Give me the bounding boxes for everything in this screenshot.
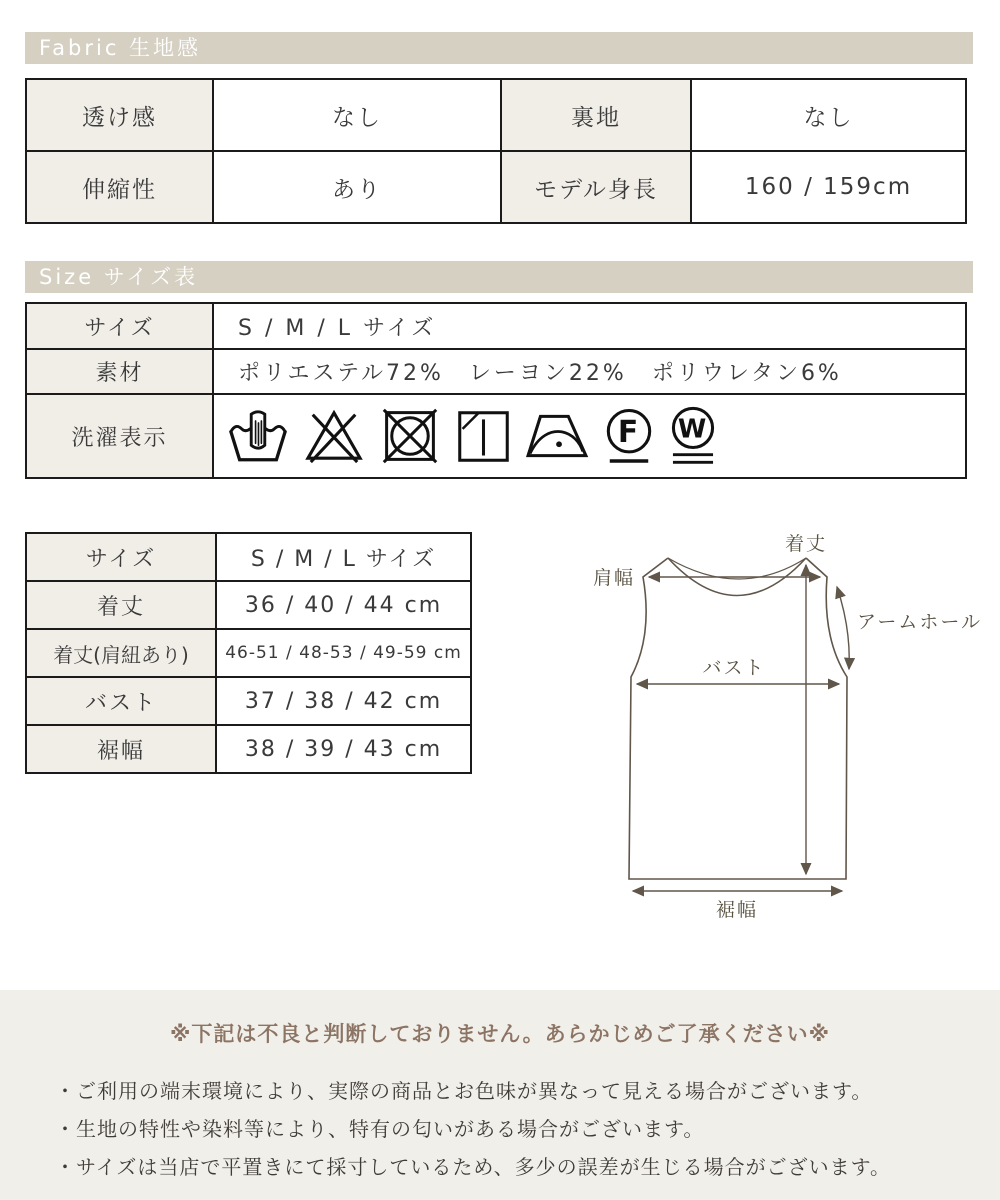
fabric-row-value: なし — [213, 79, 501, 151]
measure-label: バスト — [26, 677, 216, 725]
measure-arrows — [633, 565, 849, 891]
material-value-cell: ポリエステル72% レーヨン22% ポリウレタン6% — [213, 349, 966, 394]
measure-label: サイズ — [26, 533, 216, 581]
table-row — [26, 581, 471, 629]
table-row — [26, 394, 966, 478]
measure-label: 着丈 — [26, 581, 216, 629]
wet-clean-gentle-icon — [668, 405, 718, 468]
measure-value: 36 / 40 / 44 cm — [216, 581, 471, 629]
wet-clean-letter: W — [677, 413, 709, 444]
care-label-cell: 洗濯表示 — [26, 394, 213, 478]
fabric-section-header: Fabric 生地感 — [25, 32, 973, 64]
material-label-cell: 素材 — [26, 349, 213, 394]
diagram-label-armhole: アームホール — [857, 611, 983, 633]
note-item: ・ご利用の端末環境により、実際の商品とお色味が異なって見える場合がございます。 — [55, 1079, 873, 1103]
do-not-tumble-dry-icon — [379, 407, 441, 465]
measure-value: 46-51 / 48-53 / 49-59 cm — [216, 629, 471, 677]
table-row — [26, 303, 966, 349]
garment-diagram — [570, 525, 1000, 945]
size-label-cell: サイズ — [26, 303, 213, 349]
do-not-bleach-icon — [303, 407, 365, 465]
fabric-table — [25, 78, 967, 224]
table-row — [26, 533, 471, 581]
fabric-row-value: なし — [691, 79, 966, 151]
table-row — [26, 79, 966, 151]
notes-section — [0, 990, 1000, 1200]
table-row — [26, 629, 471, 677]
table-row — [26, 151, 966, 223]
diagram-label-shoulder: 肩幅 — [592, 567, 636, 589]
fabric-row-label: 透け感 — [26, 79, 213, 151]
hand-wash-icon — [227, 408, 289, 465]
iron-low-heat-icon — [526, 413, 590, 459]
dry-clean-petroleum-icon — [604, 406, 654, 466]
dry-clean-letter: F — [617, 414, 641, 450]
measure-value: 37 / 38 / 42 cm — [216, 677, 471, 725]
diagram-label-bust: バスト — [702, 657, 766, 679]
table-row — [26, 349, 966, 394]
fabric-row-value: 160 / 159cm — [691, 151, 966, 223]
fabric-row-label: モデル身長 — [501, 151, 691, 223]
measure-label: 着丈(肩紐あり) — [26, 629, 216, 677]
armhole-arrow — [837, 587, 849, 669]
table-row — [26, 677, 471, 725]
measure-value: S / M / L サイズ — [216, 533, 471, 581]
care-symbols-row — [214, 405, 965, 468]
line-dry-in-shade-icon — [455, 408, 512, 465]
diagram-label-hem: 裾幅 — [715, 899, 759, 921]
fabric-row-value: あり — [213, 151, 501, 223]
size-info-table — [25, 302, 967, 479]
note-item: ・サイズは当店で平置きにて採寸しているため、多少の誤差が生じる場合がございます。 — [55, 1155, 891, 1179]
diagram-label-length: 着丈 — [784, 533, 828, 555]
notes-heading: ※下記は不良と判断しておりません。あらかじめご了承ください※ — [169, 1022, 831, 1046]
garment-outline — [629, 558, 847, 879]
measure-value: 38 / 39 / 43 cm — [216, 725, 471, 773]
fabric-row-label: 伸縮性 — [26, 151, 213, 223]
size-value-cell: S / M / L サイズ — [213, 303, 966, 349]
table-row — [26, 725, 471, 773]
fabric-row-label: 裏地 — [501, 79, 691, 151]
size-section-header: Size サイズ表 — [25, 261, 973, 293]
measurements-table — [25, 532, 472, 774]
note-item: ・生地の特性や染料等により、特有の匂いがある場合がございます。 — [55, 1117, 705, 1141]
measure-label: 裾幅 — [26, 725, 216, 773]
